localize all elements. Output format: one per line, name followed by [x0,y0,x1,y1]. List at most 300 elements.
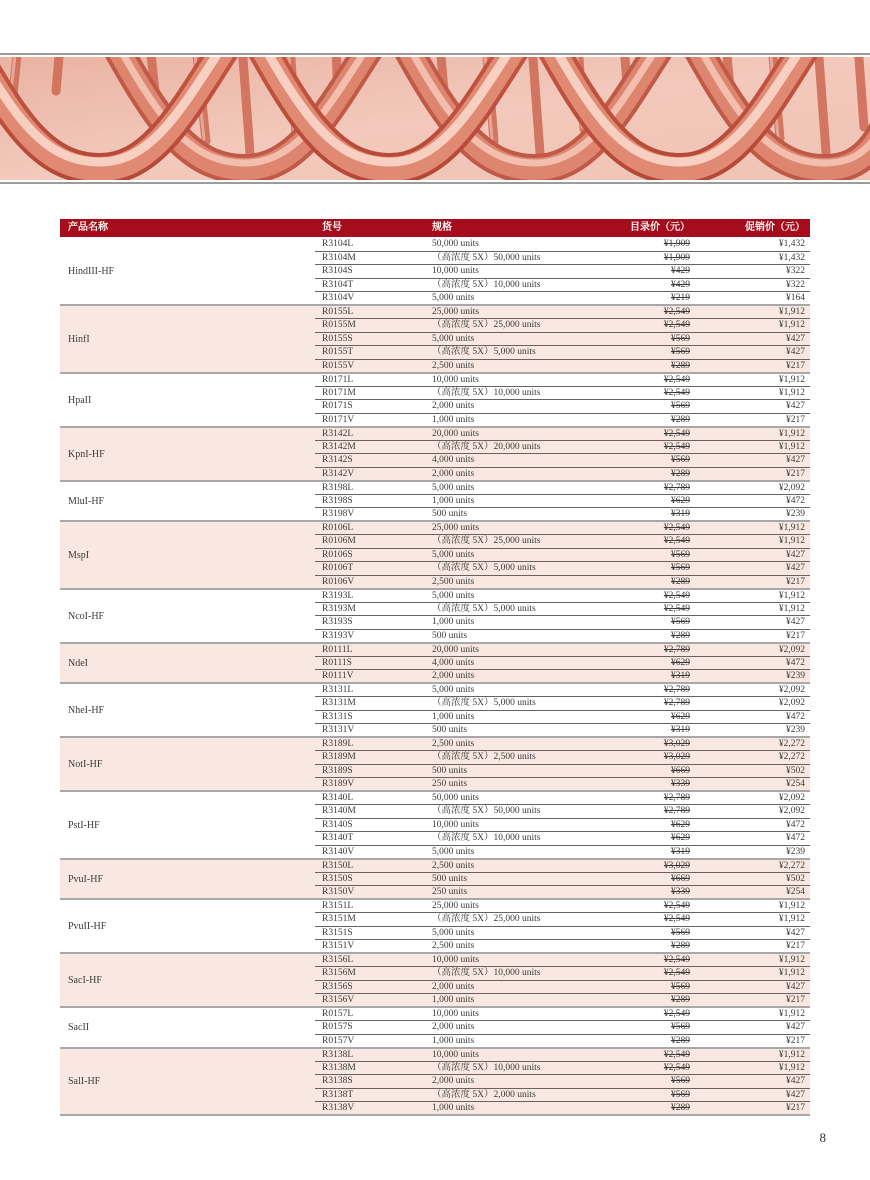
promo-price: ¥472 [692,710,810,724]
promo-price: ¥1,912 [692,602,810,616]
specification: （高浓度 5X）25,000 units [428,535,592,549]
specification: 500 units [428,764,592,778]
table-row [60,427,810,441]
list-price-strikethrough: ¥2,549 [663,955,690,965]
list-price-strikethrough: ¥629 [671,833,690,844]
promo-price: ¥472 [692,832,810,846]
specification: （高浓度 5X）50,000 units [428,805,592,819]
product-name: HinfI [60,305,315,373]
list-price-strikethrough: ¥289 [671,414,690,425]
list-price-strikethrough: ¥289 [671,468,690,479]
promo-price: ¥2,272 [692,737,810,751]
header-specification: 规格 [428,219,592,238]
list-price-strikethrough: ¥2,549 [663,320,690,331]
promo-price: ¥322 [692,265,810,279]
catalog-number: R0155S [315,332,428,346]
list-price-strikethrough: ¥2,549 [663,1062,690,1073]
list-price-strikethrough: ¥319 [671,846,690,857]
list-price [592,1088,692,1102]
specification: 5,000 units [428,683,592,697]
list-price [592,589,692,603]
promo-price: ¥472 [692,656,810,670]
catalog-number: R3131S [315,710,428,724]
list-price-strikethrough: ¥289 [671,941,690,951]
catalog-number: R3189M [315,751,428,765]
promo-price: ¥1,432 [692,251,810,265]
list-price [592,953,692,967]
promo-price: ¥502 [692,872,810,886]
product-name: PstI-HF [60,791,315,859]
specification: 25,000 units [428,899,592,913]
list-price [592,562,692,576]
list-price-strikethrough: ¥629 [671,819,690,830]
catalog-number: R3151V [315,940,428,954]
promo-price: ¥164 [692,292,810,306]
list-price-strikethrough: ¥2,549 [663,1049,690,1060]
specification: 1,000 units [428,710,592,724]
catalog-number: R3138M [315,1061,428,1075]
catalog-number: R3138T [315,1088,428,1102]
specification: 1,000 units [428,494,592,508]
list-price [592,602,692,616]
specification: 5,000 units [428,845,592,859]
catalog-number: R3193L [315,589,428,603]
list-price-strikethrough: ¥289 [671,630,690,641]
table-row [60,899,810,913]
list-price [592,629,692,643]
list-price-strikethrough: ¥629 [671,657,690,668]
list-price-strikethrough: ¥569 [671,347,690,358]
list-price [592,386,692,400]
specification: 500 units [428,629,592,643]
list-price [592,508,692,522]
list-price-strikethrough: ¥2,789 [663,685,690,695]
promo-price: ¥1,912 [692,535,810,549]
promo-price: ¥217 [692,1034,810,1048]
specification: 4,000 units [428,454,592,468]
promo-price: ¥427 [692,454,810,468]
catalog-number: R3189S [315,764,428,778]
specification: 1,000 units [428,1034,592,1048]
specification: 20,000 units [428,643,592,657]
specification: （高浓度 5X）5,000 units [428,346,592,360]
list-price-strikethrough: ¥2,789 [663,698,690,709]
specification: 2,000 units [428,980,592,994]
list-price [592,1007,692,1021]
specification: 5,000 units [428,548,592,562]
list-price [592,737,692,751]
list-price-strikethrough: ¥2,549 [663,307,690,317]
list-price-strikethrough: ¥2,549 [663,523,690,533]
specification: 10,000 units [428,265,592,279]
catalog-number: R0157V [315,1034,428,1048]
list-price [592,548,692,562]
catalog-number: R0111V [315,670,428,684]
table-row [60,859,810,873]
catalog-number: R3150S [315,872,428,886]
promo-price: ¥239 [692,724,810,738]
specification: 1,000 units [428,1102,592,1116]
specification: （高浓度 5X）10,000 units [428,832,592,846]
list-price-strikethrough: ¥429 [671,266,690,277]
price-table [60,219,810,1116]
list-price-strikethrough: ¥2,789 [663,644,690,655]
list-price [592,535,692,549]
catalog-number: R0111L [315,643,428,657]
catalog-number: R3156S [315,980,428,994]
list-price-strikethrough: ¥669 [671,765,690,776]
product-name: MspI [60,521,315,589]
list-price-strikethrough: ¥319 [671,725,690,735]
list-price [592,940,692,954]
product-name: PvuII-HF [60,899,315,953]
list-price-strikethrough: ¥1,909 [663,239,690,250]
catalog-number: R3104T [315,278,428,292]
list-price-strikethrough: ¥569 [671,333,690,344]
list-price [592,616,692,630]
promo-price: ¥2,092 [692,643,810,657]
catalog-number: R0155T [315,346,428,360]
list-price [592,1034,692,1048]
specification: 2,500 units [428,859,592,873]
promo-price: ¥217 [692,1102,810,1116]
list-price [592,305,692,319]
list-price [592,926,692,940]
dna-helix-banner [0,53,870,184]
list-price-strikethrough: ¥289 [671,1103,690,1113]
list-price-strikethrough: ¥2,549 [663,441,690,452]
promo-price: ¥427 [692,980,810,994]
table-row [60,238,810,252]
table-row [60,643,810,657]
promo-price: ¥1,912 [692,386,810,400]
specification: 5,000 units [428,481,592,495]
list-price [592,373,692,387]
list-price-strikethrough: ¥629 [671,495,690,506]
promo-price: ¥1,912 [692,1048,810,1062]
product-name: SalI-HF [60,1048,315,1116]
list-price [592,238,692,252]
list-price-strikethrough: ¥2,549 [663,603,690,614]
catalog-number: R0171M [315,386,428,400]
list-price [592,481,692,495]
list-price-strikethrough: ¥2,549 [663,374,690,385]
list-price [592,710,692,724]
specification: （高浓度 5X）2,000 units [428,1088,592,1102]
table-row [60,589,810,603]
promo-price: ¥427 [692,1088,810,1102]
product-name: SacII [60,1007,315,1048]
list-price [592,265,692,279]
list-price [592,751,692,765]
promo-price: ¥1,912 [692,899,810,913]
specification: 250 units [428,778,592,792]
promo-price: ¥1,912 [692,953,810,967]
specification: 5,000 units [428,292,592,306]
specification: 500 units [428,872,592,886]
list-price-strikethrough: ¥569 [671,1089,690,1100]
list-price [592,1102,692,1116]
product-name: NheI-HF [60,683,315,737]
list-price [592,778,692,792]
list-price [592,791,692,805]
list-price-strikethrough: ¥2,789 [663,793,690,803]
promo-price: ¥427 [692,332,810,346]
promo-price: ¥239 [692,670,810,684]
promo-price: ¥322 [692,278,810,292]
specification: 50,000 units [428,238,592,252]
table-row [60,683,810,697]
list-price [592,980,692,994]
list-price [592,413,692,427]
catalog-number: R0106S [315,548,428,562]
list-price-strikethrough: ¥669 [671,873,690,884]
list-price-strikethrough: ¥2,789 [663,806,690,817]
table-row [60,521,810,535]
list-price-strikethrough: ¥289 [671,1035,690,1046]
list-price-strikethrough: ¥3,029 [663,739,690,749]
catalog-number: R0171S [315,400,428,414]
list-price [592,400,692,414]
promo-price: ¥2,092 [692,697,810,711]
list-price-strikethrough: ¥2,549 [663,387,690,398]
list-price [592,670,692,684]
promo-price: ¥239 [692,508,810,522]
header-product-name: 产品名称 [60,219,315,238]
specification: 2,000 units [428,670,592,684]
catalog-number: R3198L [315,481,428,495]
list-price [592,818,692,832]
catalog-number: R0155V [315,359,428,373]
specification: 500 units [428,508,592,522]
catalog-number: R3131L [315,683,428,697]
specification: 25,000 units [428,521,592,535]
list-price-strikethrough: ¥2,549 [663,536,690,547]
list-price-strikethrough: ¥2,549 [663,901,690,911]
list-price [592,521,692,535]
catalog-number: R3193V [315,629,428,643]
list-price-strikethrough: ¥319 [671,671,690,681]
list-price-strikethrough: ¥629 [671,711,690,722]
catalog-number: R3151S [315,926,428,940]
specification: （高浓度 5X）2,500 units [428,751,592,765]
promo-price: ¥427 [692,1021,810,1035]
specification: 10,000 units [428,373,592,387]
promo-price: ¥1,912 [692,1061,810,1075]
list-price-strikethrough: ¥569 [671,927,690,938]
specification: （高浓度 5X）10,000 units [428,967,592,981]
promo-price: ¥427 [692,1075,810,1089]
specification: 2,000 units [428,1021,592,1035]
promo-price: ¥1,432 [692,238,810,252]
promo-price: ¥2,092 [692,683,810,697]
promo-price: ¥502 [692,764,810,778]
specification: 1,000 units [428,994,592,1008]
specification: 2,500 units [428,575,592,589]
promo-price: ¥217 [692,994,810,1008]
catalog-number: R3138V [315,1102,428,1116]
list-price [592,319,692,333]
list-price [592,575,692,589]
catalog-number: R3140V [315,845,428,859]
list-price [592,440,692,454]
promo-price: ¥472 [692,494,810,508]
promo-price: ¥1,912 [692,319,810,333]
specification: 2,000 units [428,467,592,481]
list-price [592,454,692,468]
catalog-number: R3142L [315,427,428,441]
specification: 1,000 units [428,616,592,630]
specification: 1,000 units [428,413,592,427]
list-price-strikethrough: ¥289 [671,576,690,587]
table-row [60,791,810,805]
catalog-number: R3156L [315,953,428,967]
promo-price: ¥239 [692,845,810,859]
table-row [60,1048,810,1062]
list-price-strikethrough: ¥429 [671,279,690,290]
product-name: KpnI-HF [60,427,315,481]
promo-price: ¥217 [692,940,810,954]
catalog-number: R3150V [315,886,428,900]
catalog-number: R3140S [315,818,428,832]
specification: 5,000 units [428,589,592,603]
catalog-number: R3104S [315,265,428,279]
specification: 250 units [428,886,592,900]
catalog-number: R0106M [315,535,428,549]
specification: 25,000 units [428,305,592,319]
specification: 500 units [428,724,592,738]
list-price-strikethrough: ¥569 [671,455,690,466]
product-name: PvuI-HF [60,859,315,900]
list-price-strikethrough: ¥2,549 [663,1009,690,1019]
promo-price: ¥427 [692,346,810,360]
promo-price: ¥217 [692,467,810,481]
catalog-number: R3156V [315,994,428,1008]
specification: 20,000 units [428,427,592,441]
specification: 4,000 units [428,656,592,670]
promo-price: ¥1,912 [692,440,810,454]
price-table-body [60,238,810,1116]
catalog-number: R3140L [315,791,428,805]
list-price [592,251,692,265]
list-price [592,494,692,508]
catalog-number: R3198S [315,494,428,508]
list-price [592,805,692,819]
promo-price: ¥1,912 [692,427,810,441]
catalog-number: R3131M [315,697,428,711]
list-price [592,994,692,1008]
specification: 2,500 units [428,737,592,751]
catalog-number: R3189L [315,737,428,751]
list-price-strikethrough: ¥289 [671,360,690,371]
catalog-number: R0106T [315,562,428,576]
specification: （高浓度 5X）5,000 units [428,562,592,576]
header-list-price: 目录价（元） [592,219,692,238]
promo-price: ¥217 [692,575,810,589]
promo-price: ¥254 [692,886,810,900]
catalog-number: R3151L [315,899,428,913]
specification: 2,500 units [428,359,592,373]
list-price [592,832,692,846]
list-price-strikethrough: ¥339 [671,887,690,897]
specification: （高浓度 5X）5,000 units [428,697,592,711]
catalog-number: R3138L [315,1048,428,1062]
specification: （高浓度 5X）50,000 units [428,251,592,265]
table-row [60,737,810,751]
catalog-number: R3150L [315,859,428,873]
promo-price: ¥217 [692,413,810,427]
list-price [592,278,692,292]
catalog-number: R0106L [315,521,428,535]
promo-price: ¥1,912 [692,913,810,927]
list-price [592,899,692,913]
catalog-number: R3193S [315,616,428,630]
promo-price: ¥217 [692,359,810,373]
list-price [592,1021,692,1035]
catalog-number: R0157S [315,1021,428,1035]
promo-price: ¥2,092 [692,791,810,805]
promo-price: ¥1,912 [692,1007,810,1021]
header-promo-price: 促销价（元） [692,219,810,238]
promo-price: ¥2,092 [692,481,810,495]
list-price-strikethrough: ¥2,549 [663,428,690,439]
catalog-number: R0111S [315,656,428,670]
promo-price: ¥1,912 [692,967,810,981]
specification: 5,000 units [428,332,592,346]
promo-price: ¥2,272 [692,751,810,765]
catalog-number: R0171L [315,373,428,387]
list-price-strikethrough: ¥339 [671,779,690,789]
promo-price: ¥217 [692,629,810,643]
catalog-number: R0106V [315,575,428,589]
promo-price: ¥2,092 [692,805,810,819]
promo-price: ¥427 [692,616,810,630]
specification: 5,000 units [428,926,592,940]
list-price [592,467,692,481]
list-price [592,967,692,981]
catalog-number: R3104V [315,292,428,306]
product-name: HindIII-HF [60,238,315,306]
catalog-number: R3140T [315,832,428,846]
specification: 10,000 units [428,818,592,832]
product-name: NcoI-HF [60,589,315,643]
promo-price: ¥254 [692,778,810,792]
list-price [592,292,692,306]
list-price [592,332,692,346]
table-row [60,373,810,387]
list-price-strikethrough: ¥289 [671,995,690,1005]
specification: 2,000 units [428,400,592,414]
catalog-number: R3104M [315,251,428,265]
promo-price: ¥1,912 [692,373,810,387]
specification: （高浓度 5X）20,000 units [428,440,592,454]
list-price-strikethrough: ¥569 [671,1022,690,1033]
catalog-number: R3142S [315,454,428,468]
promo-price: ¥1,912 [692,521,810,535]
list-price-strikethrough: ¥569 [671,401,690,412]
table-row [60,481,810,495]
catalog-number: R3151M [315,913,428,927]
catalog-number: R3142M [315,440,428,454]
list-price-strikethrough: ¥569 [671,563,690,574]
specification: （高浓度 5X）25,000 units [428,913,592,927]
catalog-number: R3193M [315,602,428,616]
specification: 2,500 units [428,940,592,954]
list-price [592,764,692,778]
list-price-strikethrough: ¥2,549 [663,590,690,601]
table-header-row [60,219,810,238]
product-name: MluI-HF [60,481,315,522]
